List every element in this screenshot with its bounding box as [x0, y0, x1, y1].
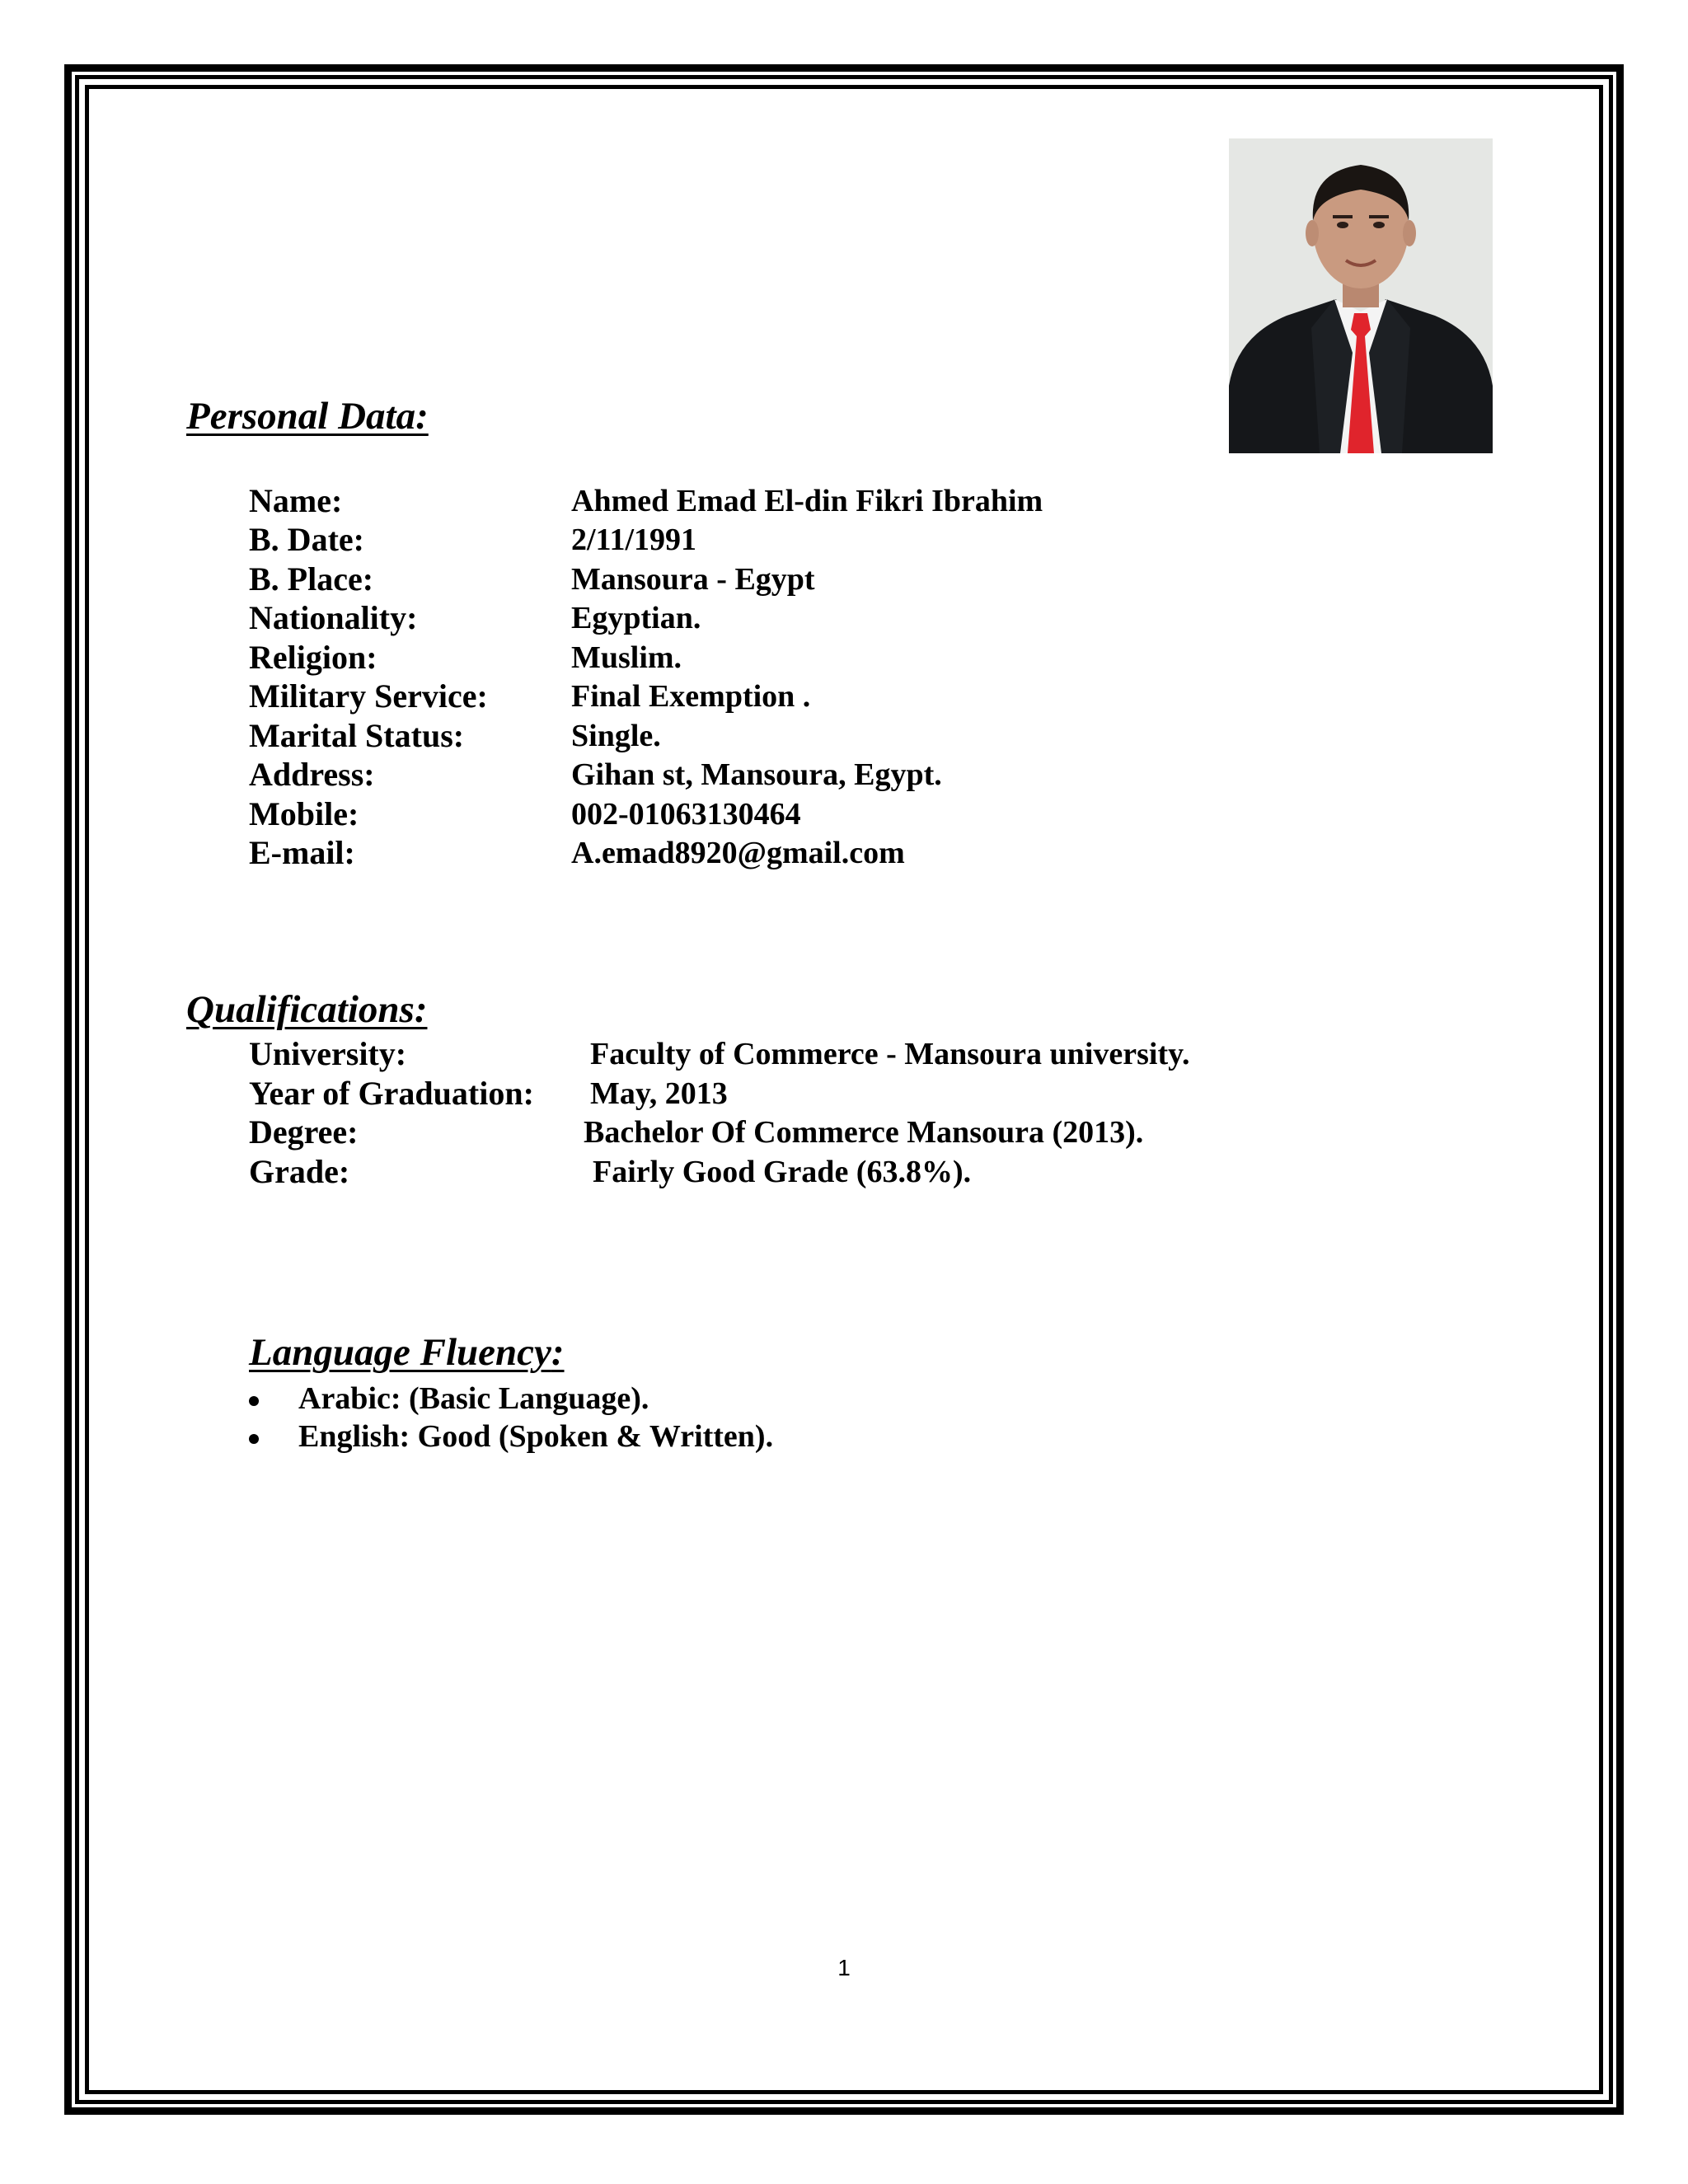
field-label: Marital Status: — [249, 717, 465, 754]
field-value: Muslim. — [571, 640, 682, 675]
field-label: Mobile: — [249, 795, 359, 832]
personal-data-heading: Personal Data: — [186, 395, 429, 438]
field-label: Military Service: — [249, 677, 488, 715]
field-label: Religion: — [249, 639, 377, 676]
field-value: Mansoura - Egypt — [571, 562, 815, 597]
field-value: Faculty of Commerce - Mansoura university. — [590, 1037, 1190, 1071]
field-value: 002-01063130464 — [571, 797, 801, 832]
field-value: 2/11/1991 — [571, 523, 697, 557]
language-item: English: Good (Spoken & Written). — [298, 1419, 774, 1454]
language-item: Arabic: (Basic Language). — [298, 1381, 649, 1416]
bullet-icon — [249, 1434, 259, 1444]
field-value: May, 2013 — [590, 1076, 728, 1111]
field-label: Name: — [249, 482, 343, 519]
field-label: University: — [249, 1035, 407, 1072]
field-value: Single. — [571, 719, 661, 753]
field-value: Bachelor Of Commerce Mansoura (2013). — [584, 1115, 1144, 1150]
field-value: Egyptian. — [571, 601, 701, 635]
field-label: Year of Graduation: — [249, 1075, 534, 1112]
field-label: Degree: — [249, 1113, 359, 1151]
field-label: E-mail: — [249, 834, 355, 871]
bullet-icon — [249, 1396, 259, 1406]
language-fluency-title: Language Fluency — [249, 1331, 551, 1374]
profile-photo — [1229, 138, 1493, 453]
field-label: B. Date: — [249, 521, 364, 558]
field-value: Gihan st, Mansoura, Egypt. — [571, 757, 942, 792]
language-fluency-colon: : — [551, 1331, 565, 1374]
field-label: Nationality: — [249, 599, 418, 636]
field-label: B. Place: — [249, 560, 374, 598]
page-number: 1 — [837, 1955, 851, 1980]
field-label: Address: — [249, 756, 375, 793]
field-value: Fairly Good Grade (63.8%). — [593, 1155, 972, 1189]
qualifications-heading: Qualifications: — [186, 988, 428, 1031]
field-value: A.emad8920@gmail.com — [571, 836, 905, 870]
field-value: Final Exemption . — [571, 679, 811, 714]
field-label: Grade: — [249, 1153, 350, 1190]
language-fluency-heading — [249, 1330, 565, 1375]
field-value: Ahmed Emad El-din Fikri Ibrahim — [571, 484, 1043, 518]
